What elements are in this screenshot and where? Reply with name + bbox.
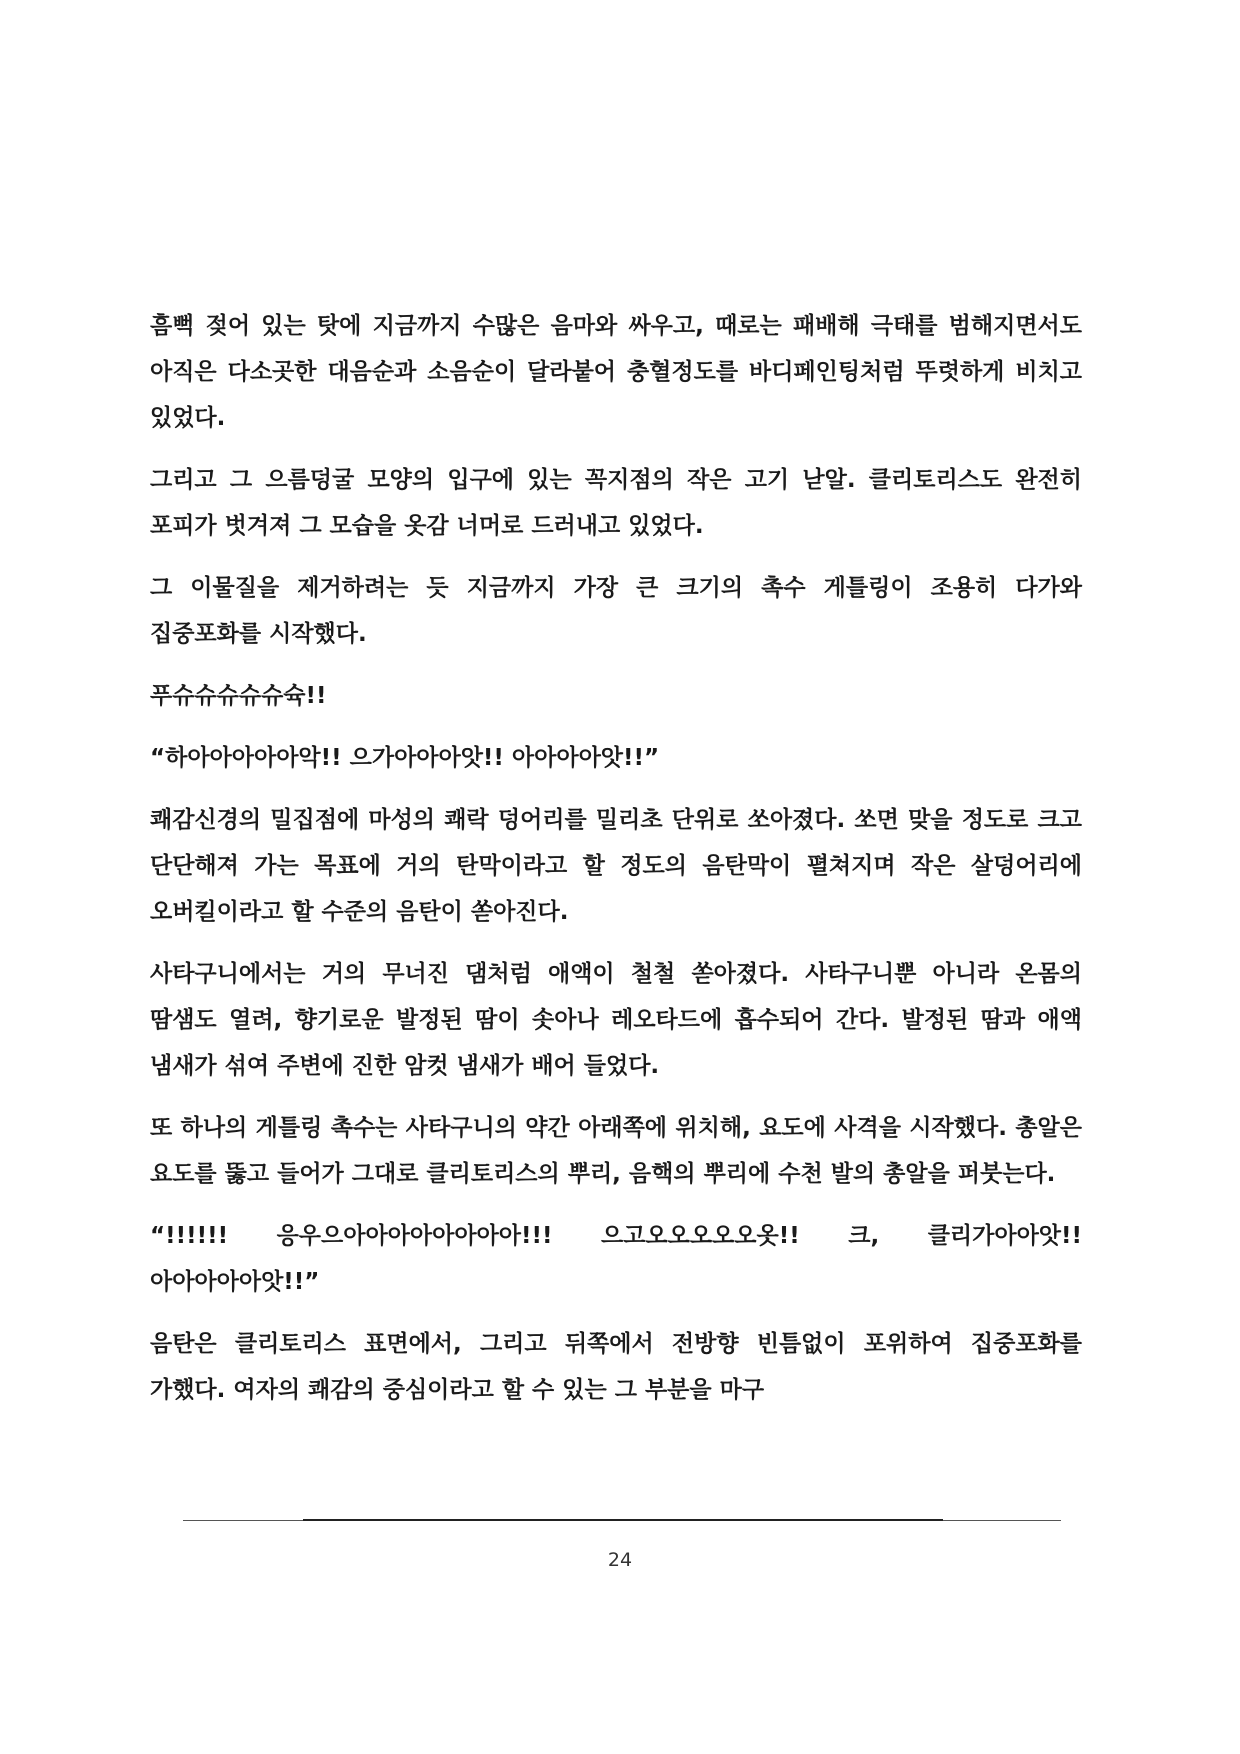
paragraph: 그리고 그 으름덩굴 모양의 입구에 있는 꼭지점의 작은 고기 낟알. 클리토리스도 완전히 포피가 벗겨져 그 모습을 옷감 너머로 드러내고 있었다. bbox=[150, 467, 1082, 539]
paragraph: 사타구니에서는 거의 무너진 댐처럼 애액이 철철 쏟아졌다. 사타구니뿐 아니라 온몸의 땀샘도 열려, 향기로운 발정된 땀이 솟아나 레오타드에 흡수되어 간다. 발정된 땀과 애액 냄새가 섞여 주변에 진한 암컷 냄새가 배어 들었다. bbox=[150, 961, 1082, 1079]
paragraph: “!!!!!! 응우으아아아아아아아아!!! 으고오오오오오옷!! 크, 클리가아아앗!! 아아아아아앗!!” bbox=[150, 1223, 1082, 1295]
paragraph: 푸슈슈슈슈슈슉!! bbox=[150, 683, 327, 709]
paragraph: 그 이물질을 제거하려는 듯 지금까지 가장 큰 크기의 촉수 게틀링이 조용히 다가와 집중포화를 시작했다. bbox=[150, 575, 1082, 647]
paragraph: “하아아아아아악!! 으가아아아앗!! 아아아아앗!!” bbox=[150, 745, 660, 771]
paragraph: 흠뻑 젖어 있는 탓에 지금까지 수많은 음마와 싸우고, 때로는 패배해 극태를 범해지면서도 아직은 다소곳한 대음순과 소음순이 달라붙어 충혈정도를 바디페인팅처럼 뚜렷하게 비치고 있었다. bbox=[150, 313, 1082, 431]
footer-divider-center bbox=[303, 1519, 943, 1521]
body-text bbox=[150, 303, 1082, 1429]
paragraph: 또 하나의 게틀링 촉수는 사타구니의 약간 아래쪽에 위치해, 요도에 사격을 시작했다. 총알은 요도를 뚫고 들어가 그대로 클리토리스의 뿌리, 음핵의 뿌리에 수천 발의 총알을 퍼붓는다. bbox=[150, 1115, 1082, 1187]
paragraph: 음탄은 클리토리스 표면에서, 그리고 뒤쪽에서 전방향 빈틈없이 포위하여 집중포화를 가했다. 여자의 쾌감의 중심이라고 할 수 있는 그 부분을 마구 bbox=[150, 1331, 1082, 1403]
page-number: 24 bbox=[607, 1549, 633, 1571]
paragraph: 쾌감신경의 밀집점에 마성의 쾌락 덩어리를 밀리초 단위로 쏘아졌다. 쏘면 맞을 정도로 크고 단단해져 가는 목표에 거의 탄막이라고 할 정도의 음탄막이 펼쳐지며 작은 살덩어리에 오버킬이라고 할 수준의 음탄이 쏟아진다. bbox=[150, 807, 1082, 925]
